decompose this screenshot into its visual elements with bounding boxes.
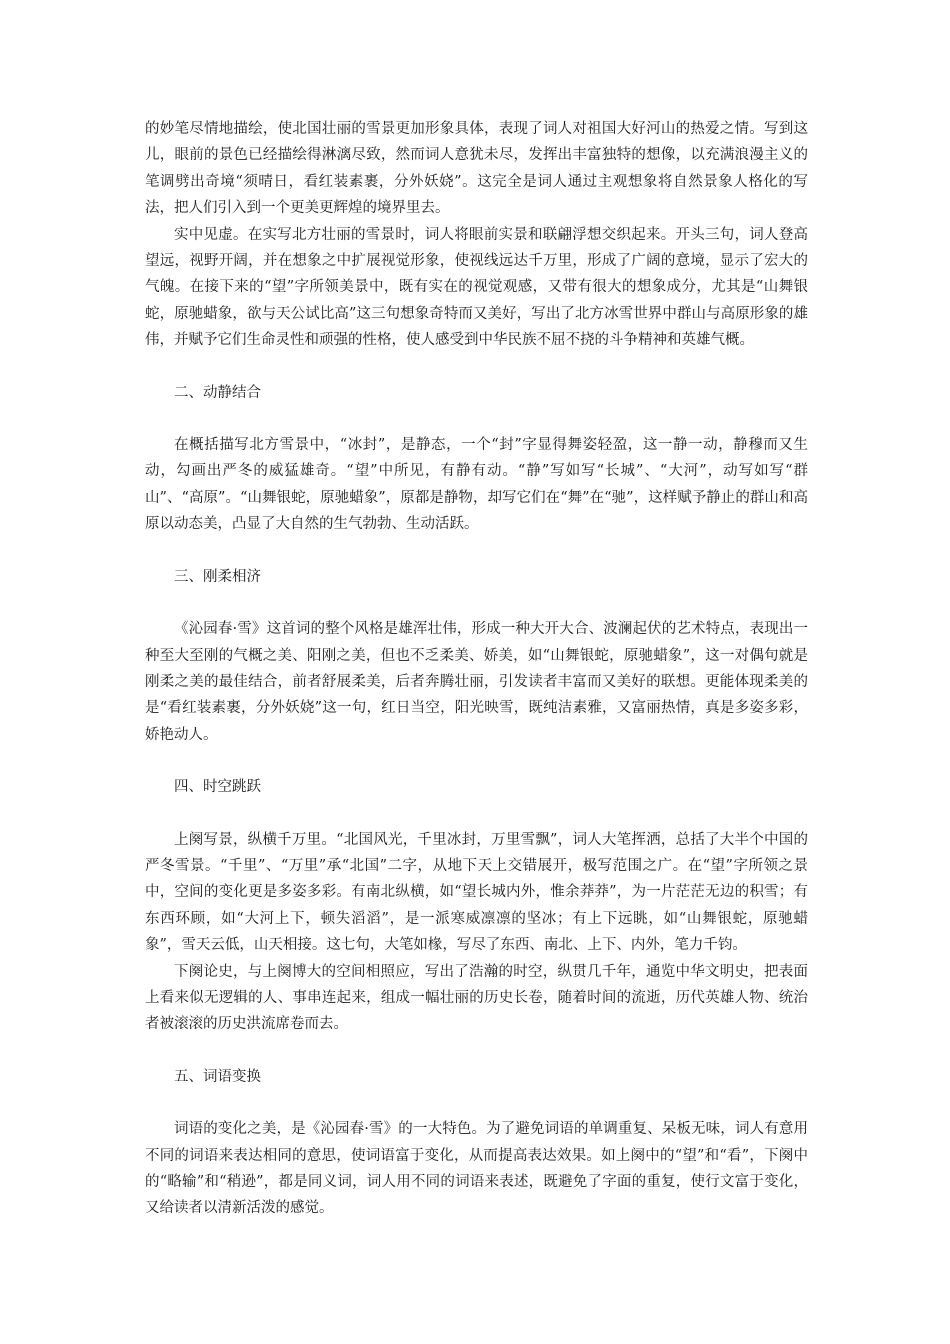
paragraph-section-5: 词语的变化之美，是《沁园春·雪》的一大特色。为了避免词语的单调重复、呆板无味，词人有意用不同的词语来表达相同的意思，使词语富于变化，从而提高表达效果。如上阕中的“望”和“看”，下阕中的“略输”和“稍逊”，都是同义词，词人用不同的词语来表述，既避免了字面的重复，使行文富于变化，又给读者以清新活泼的感觉。: [145, 1121, 808, 1217]
paragraph-section-4-2: 下阕论史，与上阕博大的空间相照应，写出了浩瀚的时空，纵贯几千年，通览中华文明史，把表面上看来似无逻辑的人、事串连起来，组成一幅壮丽的历史长卷，随着时间的流逝，历代英雄人物、统治者被滚滚的历史洪流席卷而去。: [145, 963, 808, 1033]
section-heading-4: 四、时空跳跃: [174, 779, 261, 796]
section-heading-2: 二、动静结合: [174, 384, 261, 401]
document-page: [145, 116, 808, 1222]
paragraph-section-4-1: 上阕写景，纵横千万里。“北国风光，千里冰封，万里雪飘”，词人大笔挥洒，总括了大半个中国的严冬雪景。“千里”、“万里”承“北国”二字，从地下天上交错展开，极写范围之广。在“望”字所领之景中，空间的变化更是多姿多彩。有南北纵横，如“望长城内外，惟余莽莽”，为一片茫茫无边的积雪；有东西环顾，如“大河上下，顿失滔滔”，是一派寒威凛凛的坚冰；有上下远眺，如“山舞银蛇，原驰蜡象”，雪天云低，山天相接。这七句，大笔如椽，写尽了东西、南北、上下、内外，笔力千钧。: [145, 831, 808, 954]
paragraph-section-3: 《沁园春·雪》这首词的整个风格是雄浑壮伟，形成一种大开大合、波澜起伏的艺术特点，表现出一种至大至刚的气概之美、阳刚之美，但也不乏柔美、娇美，如“山舞银蛇，原驰蜡象”，这一对偶句就是刚柔之美的最佳结合，前者舒展柔美，后者奔腾壮丽，引发读者丰富而又美好的联想。更能体现柔美的是“看红装素裹，分外妖娆”这一句，红日当空，阳光映雪，既纯洁素雅，又富丽热情，真是多姿多彩，娇艳动人。: [145, 621, 808, 743]
section-heading-3: 三、刚柔相济: [174, 568, 261, 585]
paragraph-section-2: 在概括描写北方雪景中，“冰封”，是静态，一个“封”字显得舞姿轻盈，这一静一动，静穆而又生动，勾画出严冬的威猛雄奇。“望”中所见，有静有动。“静”写如写“长城”、“大河”，动写如写“群山”、“高原”。“山舞银蛇，原驰蜡象”，原都是静物，却写它们在“舞”在“驰”，这样赋予静止的群山和高原以动态美，凸显了大自然的生气勃勃、生动活跃。: [145, 437, 808, 533]
paragraph-intro-2: 实中见虚。在实写北方壮丽的雪景时，词人将眼前实景和联翩浮想交织起来。开头三句，词人登高望远，视野开阔，并在想象之中扩展视觉形象，使视线远达千万里，形成了广阔的意境，显示了宏大的气魄。在接下来的“望”字所领美景中，既有实在的视觉观感，又带有很大的想象成分，尤其是“山舞银蛇，原驰蜡象，欲与天公试比高”这三句想象奇特而又美好，写出了北方冰雪世界中群山与高原形象的雄伟，并赋予它们生命灵性和顽强的性格，使人感受到中华民族不屈不挠的斗争精神和英雄气概。: [145, 226, 808, 349]
paragraph-intro-1: 的妙笔尽情地描绘，使北国壮丽的雪景更加形象具体，表现了词人对祖国大好河山的热爱之情。写到这儿，眼前的景色已经描绘得淋漓尽致，然而词人意犹未尽，发挥出丰富独特的想像，以充满浪漫主义的笔调劈出奇境“须晴日，看红装素裹，分外妖娆”。这完全是词人通过主观想象将自然景象人格化的写法，把人们引入到一个更美更辉煌的境界里去。: [145, 121, 808, 217]
section-heading-5: 五、词语变换: [174, 1068, 261, 1085]
